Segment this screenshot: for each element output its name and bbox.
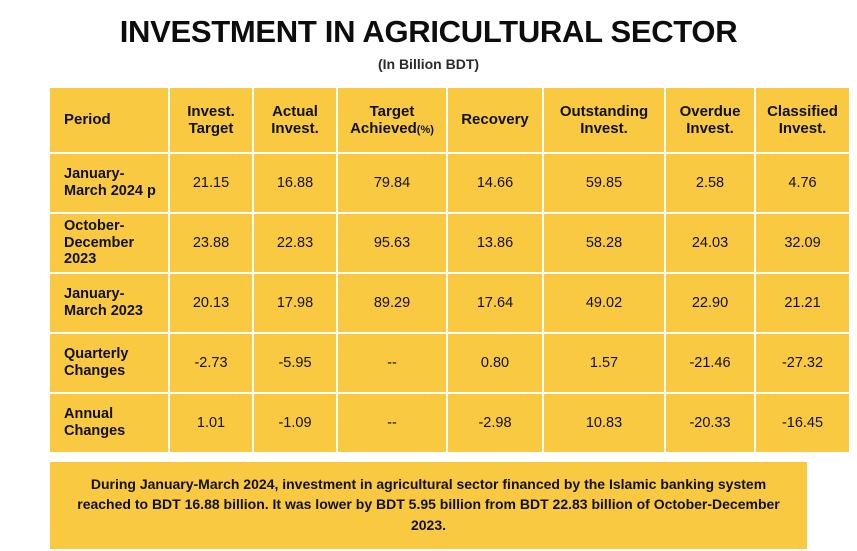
- column-header-recovery: [447, 87, 543, 153]
- cell-outstanding-invest: 58.28: [543, 213, 665, 273]
- cell-recovery: 14.66: [447, 153, 543, 213]
- column-header-target-achieved: [337, 87, 447, 153]
- cell-actual-invest: 22.83: [253, 213, 337, 273]
- cell-recovery: 0.80: [447, 333, 543, 393]
- cell-actual-invest: 17.98: [253, 273, 337, 333]
- cell-outstanding-invest: 59.85: [543, 153, 665, 213]
- cell-actual-invest: -5.95: [253, 333, 337, 393]
- cell-classified-invest: -16.45: [755, 393, 850, 453]
- cell-invest-target: 20.13: [169, 273, 253, 333]
- cell-target-achieved: --: [337, 333, 447, 393]
- column-header-target-achieved-line2: Achieved: [350, 120, 417, 137]
- cell-period: January-March 2024 p: [49, 153, 169, 213]
- column-header-recovery-label: Recovery: [461, 111, 529, 129]
- cell-target-achieved: 79.84: [337, 153, 447, 213]
- column-header-period: [49, 87, 169, 153]
- column-header-overdue-invest: [665, 87, 755, 153]
- column-header-actual-invest-line1: Actual: [272, 102, 318, 120]
- cell-classified-invest: 21.21: [755, 273, 850, 333]
- cell-recovery: 13.86: [447, 213, 543, 273]
- table-row: [49, 333, 850, 393]
- cell-overdue-invest: 24.03: [665, 213, 755, 273]
- cell-actual-invest: 16.88: [253, 153, 337, 213]
- table-row: [49, 393, 850, 453]
- table-row: [49, 153, 850, 213]
- cell-period: October-December 2023: [49, 213, 169, 273]
- table-row: [49, 213, 850, 273]
- table-body: [49, 153, 850, 453]
- cell-overdue-invest: -20.33: [665, 393, 755, 453]
- column-header-outstanding-invest: [543, 87, 665, 153]
- data-table-container: [48, 86, 838, 454]
- column-header-classified-invest-line2: Invest.: [778, 120, 827, 137]
- cell-actual-invest: -1.09: [253, 393, 337, 453]
- column-header-actual-invest-line2: Invest.: [271, 120, 319, 137]
- cell-target-achieved: --: [337, 393, 447, 453]
- column-header-target-achieved-unit: (%): [416, 124, 434, 136]
- column-header-target-achieved-line1: Target: [369, 102, 415, 120]
- cell-target-achieved: 89.29: [337, 273, 447, 333]
- cell-overdue-invest: 2.58: [665, 153, 755, 213]
- column-header-outstanding-invest-line2: Invest.: [580, 120, 628, 137]
- column-header-overdue-invest-line1: Overdue: [679, 102, 741, 120]
- cell-period: January-March 2023: [49, 273, 169, 333]
- column-header-overdue-invest-line2: Invest.: [686, 120, 734, 137]
- cell-outstanding-invest: 49.02: [543, 273, 665, 333]
- cell-outstanding-invest: 10.83: [543, 393, 665, 453]
- cell-classified-invest: 4.76: [755, 153, 850, 213]
- cell-period: Quarterly Changes: [49, 333, 169, 393]
- investment-table: [48, 86, 851, 454]
- cell-outstanding-invest: 1.57: [543, 333, 665, 393]
- cell-overdue-invest: -21.46: [665, 333, 755, 393]
- column-header-actual-invest: [253, 87, 337, 153]
- column-header-classified-invest: [755, 87, 850, 153]
- cell-invest-target: 1.01: [169, 393, 253, 453]
- cell-recovery: 17.64: [447, 273, 543, 333]
- infographic-page: [0, 14, 857, 533]
- footnote-panel: During January-March 2024, investment in agricultural sector financed by the Islamic banking system reached to BDT 16.88 billion. It was lower by BDT 5.95 billion from BDT 22.83 billion of October-December 2023.: [48, 460, 809, 551]
- cell-classified-invest: -27.32: [755, 333, 850, 393]
- table-row: [49, 273, 850, 333]
- cell-overdue-invest: 22.90: [665, 273, 755, 333]
- column-header-outstanding-invest-line1: Outstanding: [559, 102, 649, 120]
- cell-invest-target: 21.15: [169, 153, 253, 213]
- cell-invest-target: 23.88: [169, 213, 253, 273]
- page-title: INVESTMENT IN AGRICULTURAL SECTOR: [119, 14, 738, 49]
- table-header-row: [49, 87, 850, 153]
- column-header-classified-invest-line1: Classified: [767, 102, 838, 120]
- cell-invest-target: -2.73: [169, 333, 253, 393]
- column-header-invest-target-line1: Invest.: [187, 102, 235, 120]
- column-header-period-label: Period: [64, 111, 111, 129]
- page-subtitle: (In Billion BDT): [377, 56, 480, 72]
- table-header: [49, 87, 850, 153]
- cell-classified-invest: 32.09: [755, 213, 850, 273]
- column-header-invest-target: [169, 87, 253, 153]
- column-header-invest-target-line2: Target: [188, 120, 234, 137]
- cell-target-achieved: 95.63: [337, 213, 447, 273]
- cell-period: Annual Changes: [49, 393, 169, 453]
- cell-recovery: -2.98: [447, 393, 543, 453]
